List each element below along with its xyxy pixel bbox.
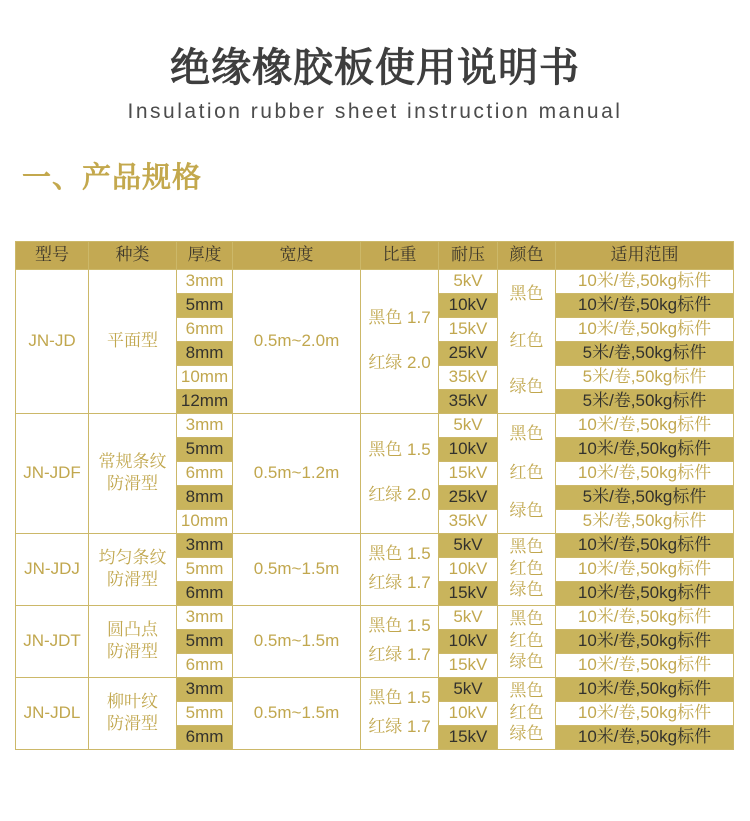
scope-cell: 10米/卷,50kg标件 [556,293,734,317]
table-row [16,677,734,701]
type-cell [89,533,177,605]
colors-cell-line: 绿色 [509,652,544,672]
scope-cell: 10米/卷,50kg标件 [556,557,734,581]
thickness-cell: 6mm [177,725,233,749]
thickness-cell: 8mm [177,341,233,365]
gravity-cell-line: 黑色 1.5 [368,688,431,708]
type-cell [89,413,177,533]
thickness-cell: 6mm [177,317,233,341]
column-header: 厚度 [177,241,233,269]
thickness-cell: 6mm [177,653,233,677]
width-cell: 0.5m~1.5m [233,605,361,677]
type-cell-line: 均匀条纹 [98,547,167,567]
table-header-row [16,241,734,269]
model-cell: JN-JDT [16,605,89,677]
colors-cell-line: 红色 [509,630,544,650]
gravity-cell [361,413,439,533]
column-header: 比重 [361,241,439,269]
page-title: 绝缘橡胶板使用说明书 [170,46,580,90]
type-cell-line: 防滑型 [107,569,158,589]
thickness-cell: 10mm [177,365,233,389]
colors-cell-line: 绿色 [509,580,544,600]
colors-cell-line: 黑色 [509,681,544,700]
scope-cell: 10米/卷,50kg标件 [556,437,734,461]
model-cell: JN-JDF [16,413,89,533]
scope-cell: 10米/卷,50kg标件 [556,413,734,437]
colors-cell [498,533,556,605]
gravity-cell [361,533,439,605]
colors-cell [498,269,556,413]
voltage-cell: 25kV [439,485,498,509]
scope-cell: 10米/卷,50kg标件 [556,677,734,701]
scope-cell: 5米/卷,50kg标件 [556,509,734,533]
gravity-cell [361,605,439,677]
type-cell-line: 常规条纹 [98,451,167,471]
table-row [16,605,734,629]
table-row [16,413,734,437]
thickness-cell: 12mm [177,389,233,413]
thickness-cell: 5mm [177,629,233,653]
scope-cell: 5米/卷,50kg标件 [556,485,734,509]
scope-cell: 10米/卷,50kg标件 [556,461,734,485]
gravity-cell-line: 红绿 1.7 [368,717,431,737]
colors-cell-line: 绿色 [509,724,544,744]
voltage-cell: 15kV [439,581,498,605]
column-header: 型号 [16,241,89,269]
voltage-cell: 10kV [439,557,498,581]
gravity-cell-line: 黑色 1.5 [368,544,431,564]
gravity-cell-line: 红绿 1.7 [368,573,431,593]
thickness-cell: 3mm [177,413,233,437]
voltage-cell: 15kV [439,725,498,749]
type-cell [89,677,177,749]
gravity-cell [361,677,439,749]
colors-cell [498,677,556,749]
thickness-cell: 3mm [177,605,233,629]
voltage-cell: 5kV [439,269,498,293]
column-header: 种类 [89,241,177,269]
voltage-cell: 10kV [439,629,498,653]
gravity-cell-line: 黑色 1.5 [368,440,431,460]
type-cell [89,605,177,677]
voltage-cell: 35kV [439,389,498,413]
thickness-cell: 6mm [177,461,233,485]
colors-cell-line: 黑色 [509,284,544,304]
colors-cell-line: 黑色 [509,609,544,628]
table-row [16,533,734,557]
colors-cell [498,413,556,533]
thickness-cell: 5mm [177,701,233,725]
scope-cell: 10米/卷,50kg标件 [556,581,734,605]
type-cell-line: 防滑型 [107,641,158,661]
column-header: 颜色 [498,241,556,269]
gravity-cell-line: 红绿 2.0 [368,485,431,505]
table-row [16,269,734,293]
spec-table [15,241,734,750]
type-cell [89,269,177,413]
colors-cell-line: 红色 [509,558,544,578]
voltage-cell: 5kV [439,605,498,629]
colors-cell-line: 绿色 [509,377,544,397]
column-header: 宽度 [233,241,361,269]
scope-cell: 10米/卷,50kg标件 [556,605,734,629]
thickness-cell: 3mm [177,533,233,557]
voltage-cell: 5kV [439,533,498,557]
thickness-cell: 5mm [177,557,233,581]
gravity-cell-line: 黑色 1.7 [368,308,431,328]
scope-cell: 10米/卷,50kg标件 [556,629,734,653]
voltage-cell: 5kV [439,677,498,701]
scope-cell: 10米/卷,50kg标件 [556,653,734,677]
width-cell: 0.5m~2.0m [233,269,361,413]
scope-cell: 10米/卷,50kg标件 [556,533,734,557]
thickness-cell: 3mm [177,269,233,293]
scope-cell: 10米/卷,50kg标件 [556,701,734,725]
colors-cell [498,605,556,677]
page-subtitle: Insulation rubber sheet instruction manual [127,100,623,123]
type-cell-line: 防滑型 [107,713,158,733]
model-cell: JN-JDJ [16,533,89,605]
width-cell: 0.5m~1.2m [233,413,361,533]
colors-cell-line: 红色 [509,702,544,722]
thickness-cell: 6mm [177,581,233,605]
voltage-cell: 15kV [439,461,498,485]
voltage-cell: 35kV [439,365,498,389]
voltage-cell: 35kV [439,509,498,533]
model-cell: JN-JDL [16,677,89,749]
voltage-cell: 10kV [439,293,498,317]
type-cell-line: 圆凸点 [107,619,158,639]
width-cell: 0.5m~1.5m [233,533,361,605]
scope-cell: 5米/卷,50kg标件 [556,389,734,413]
gravity-cell-line: 红绿 2.0 [368,353,431,373]
gravity-cell [361,269,439,413]
type-cell-line: 柳叶纹 [107,691,158,711]
model-cell: JN-JD [16,269,89,413]
scope-cell: 10米/卷,50kg标件 [556,317,734,341]
thickness-cell: 8mm [177,485,233,509]
column-header: 适用范围 [556,241,734,269]
gravity-cell-line: 红绿 1.7 [368,645,431,665]
column-header: 耐压 [439,241,498,269]
colors-cell-line: 绿色 [509,501,544,521]
voltage-cell: 5kV [439,413,498,437]
section-heading: 一、产品规格 [22,162,203,195]
type-cell-line: 防滑型 [107,473,158,493]
thickness-cell: 10mm [177,509,233,533]
gravity-cell-line: 黑色 1.5 [368,616,431,636]
thickness-cell: 3mm [177,677,233,701]
voltage-cell: 15kV [439,317,498,341]
scope-cell: 5米/卷,50kg标件 [556,341,734,365]
width-cell: 0.5m~1.5m [233,677,361,749]
colors-cell-line: 黑色 [509,537,544,556]
scope-cell: 10米/卷,50kg标件 [556,725,734,749]
thickness-cell: 5mm [177,437,233,461]
colors-cell-line: 黑色 [509,424,544,444]
voltage-cell: 10kV [439,701,498,725]
page [0,45,750,750]
type-cell-line: 平面型 [107,330,158,350]
voltage-cell: 25kV [439,341,498,365]
scope-cell: 10米/卷,50kg标件 [556,269,734,293]
voltage-cell: 15kV [439,653,498,677]
scope-cell: 5米/卷,50kg标件 [556,365,734,389]
colors-cell-line: 红色 [509,462,544,482]
voltage-cell: 10kV [439,437,498,461]
colors-cell-line: 红色 [509,330,544,350]
thickness-cell: 5mm [177,293,233,317]
